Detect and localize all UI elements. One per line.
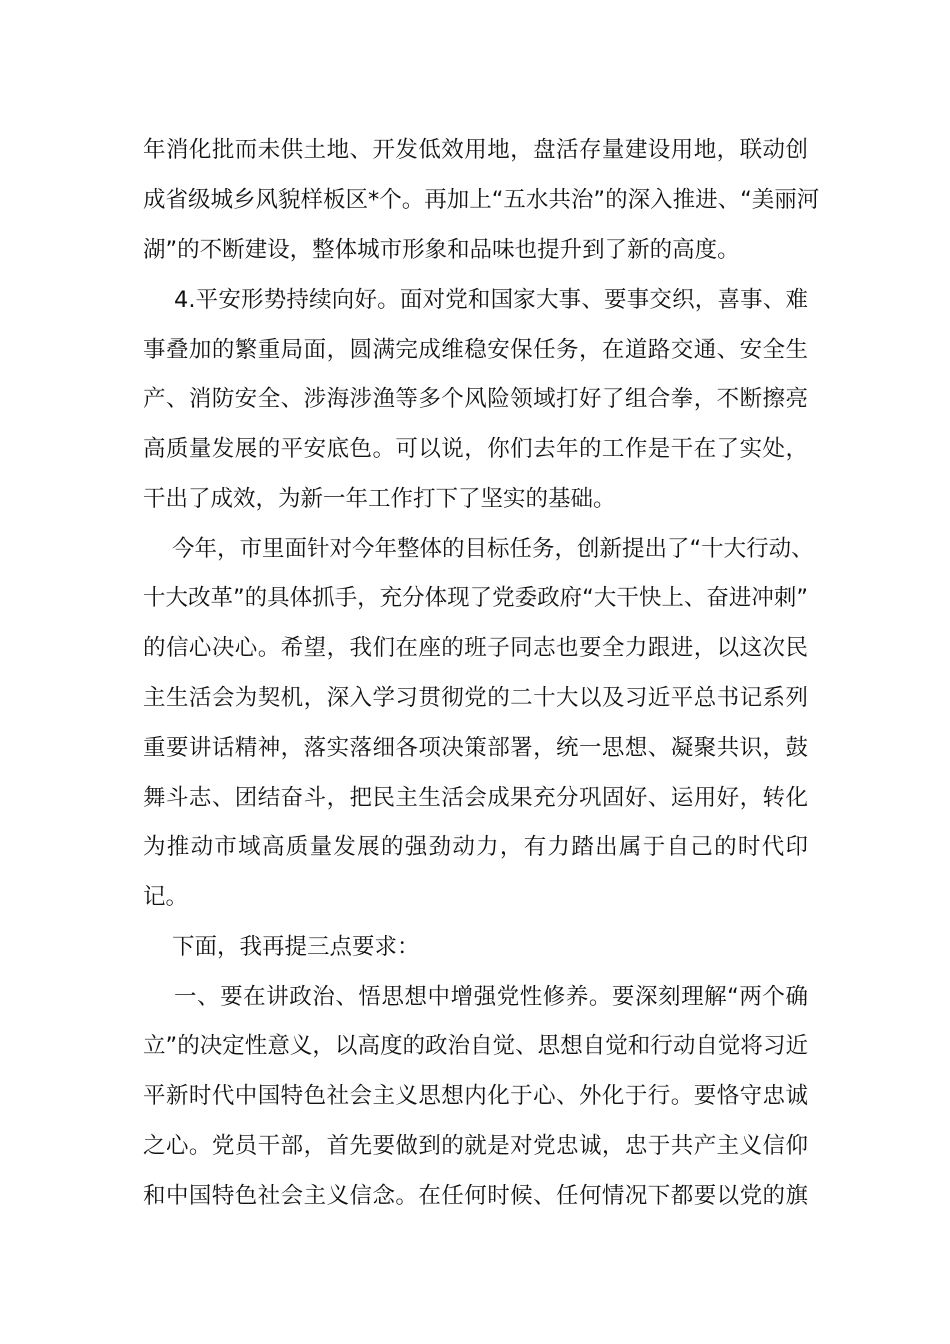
text-line: 舞斗志、团结奋斗，把民主生活会成果充分巩固好、运用好，转化 <box>143 785 808 811</box>
text-line: 和中国特色社会主义信念。在任何时候、任何情况下都要以党的旗 <box>143 1183 808 1209</box>
text-line: 立”的决定性意义，以高度的政治自觉、思想自觉和行动自觉将习近 <box>143 1033 808 1059</box>
text-line: 重要讲话精神，落实落细各项决策部署，统一思想、凝聚共识，鼓 <box>143 735 808 761</box>
text-line: 一、要在讲政治、悟思想中增强党性修养。要深刻理解“两个确 <box>174 984 808 1010</box>
text-line: 湖”的不断建设，整体城市形象和品味也提升到了新的高度。 <box>143 237 740 263</box>
text-line: 之心。党员干部，首先要做到的就是对党忠诚，忠于共产主义信仰 <box>143 1133 808 1159</box>
text-line: 平新时代中国特色社会主义思想内化于心、外化于行。要恪守忠诚 <box>143 1083 808 1109</box>
text-line: 主生活会为契机，深入学习贯彻党的二十大以及习近平总书记系列 <box>143 685 808 711</box>
text-line: 记。 <box>143 884 189 910</box>
text-line: 下面，我再提三点要求： <box>172 934 420 960</box>
text-line: 的信心决心。希望，我们在座的班子同志也要全力跟进，以这次民 <box>143 635 808 661</box>
text-line: 年消化批而未供土地、开发低效用地，盘活存量建设用地，联动创 <box>143 137 808 163</box>
text-line: 高质量发展的平安底色。可以说，你们去年的工作是干在了实处， <box>143 436 808 462</box>
text-line: 成省级城乡风貌样板区*个。再加上“五水共治”的深入推进、“美丽河 <box>143 187 820 213</box>
text-line: 干出了成效，为新一年工作打下了坚实的基础。 <box>143 486 616 512</box>
text-line: 事叠加的繁重局面，圆满完成维稳安保任务，在道路交通、安全生 <box>143 337 808 363</box>
text-line: 产、消防安全、涉海涉渔等多个风险领域打好了组合拳，不断擦亮 <box>143 386 808 412</box>
text-line: 为推动市域高质量发展的强劲动力，有力踏出属于自己的时代印 <box>143 834 808 860</box>
text-line: 4.平安形势持续向好。面对党和国家大事、要事交织，喜事、难 <box>174 287 808 313</box>
text-line: 今年，市里面针对今年整体的目标任务，创新提出了“十大行动、 <box>172 536 814 562</box>
text-line: 十大改革”的具体抓手，充分体现了党委政府“大干快上、奋进冲刺” <box>143 585 808 611</box>
